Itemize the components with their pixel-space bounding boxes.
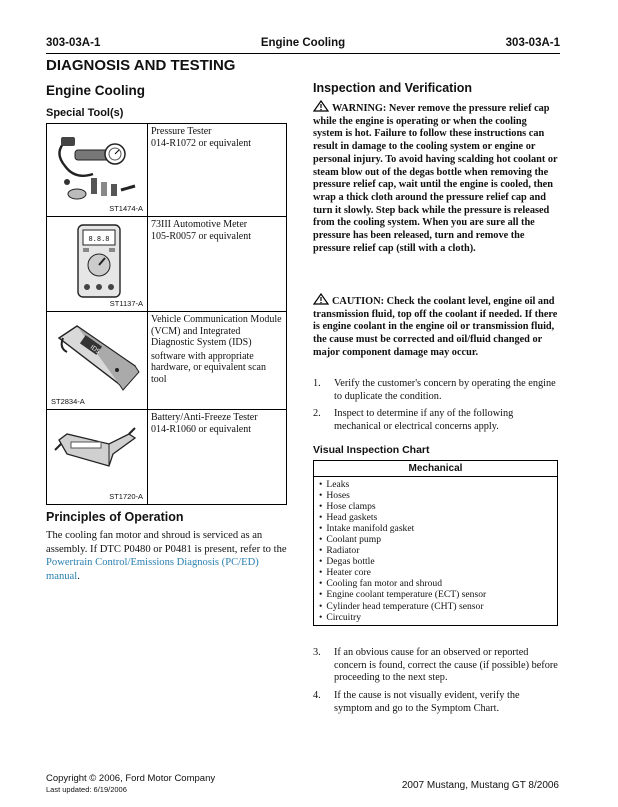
tool-note: software with appropriate hardware, or equivalent scan tool <box>151 350 266 385</box>
tool-code: ST1474-A <box>109 204 143 213</box>
pressure-tester-icon <box>47 124 147 216</box>
chart-item: • Hose clamps <box>319 501 553 512</box>
vcm-module-icon <box>47 312 147 409</box>
footer-model-info: 2007 Mustang, Mustang GT 8/2006 <box>401 780 559 791</box>
step-text: Inspect to determine if any of the following mechanical or electrical concerns apply. <box>334 408 514 433</box>
tool-name: Pressure Tester <box>151 126 212 137</box>
special-tools-table <box>46 123 287 505</box>
inspection-heading: Inspection and Verification <box>313 81 473 95</box>
step-item <box>313 378 559 403</box>
chart-item: • Cylinder head temperature (CHT) sensor <box>319 601 553 612</box>
step-item <box>313 647 559 685</box>
tool-code: ST1137-A <box>109 299 143 308</box>
tool-description <box>148 217 287 312</box>
header-title: Engine Cooling <box>260 37 346 49</box>
visual-inspection-chart-heading: Visual Inspection Chart <box>313 444 430 456</box>
tool-row <box>47 410 287 505</box>
chart-item: • Heater core <box>319 567 553 578</box>
header-divider <box>46 53 560 54</box>
principles-paragraph <box>46 529 287 583</box>
step-item <box>313 690 559 715</box>
footer-last-updated: Last updated: 6/19/2006 <box>46 785 127 794</box>
tool-description <box>148 124 287 217</box>
step-text: Verify the customer's concern by operating the engine to duplicate the condition. <box>334 378 556 402</box>
tool-row <box>47 312 287 410</box>
chart-item: • Leaks <box>319 479 553 490</box>
warning-text: WARNING: Never remove the pressure relief cap while the engine is operating or when the cooling system is hot. Failure to follow these instructions can result in damage to the cooling system or engine or personal injury. To avoid having scalding hot coolant or steam blow out of the degas bottle when removing the pressure relief cap, wait until the engine is cooled, then wrap a thick cloth around the pressure relief cap and turn it slowly. Step back while the pressure is released from the cooling system. When you are sure all the pressure has been released, turn and remove the pressure relief cap (still with a cloth). <box>313 103 558 254</box>
step-text: If an obvious cause for an observed or reported concern is found, correct the cause (if possible) before proceeding to the next step. <box>334 647 558 684</box>
step-text: If the cause is not visually evident, verify the symptom and go to the Symptom Chart. <box>334 690 520 714</box>
tool-name: 73III Automotive Meter <box>151 219 248 230</box>
steps-list-first <box>313 378 559 439</box>
svg-text:IDS: IDS <box>88 343 102 356</box>
step-number: 3. <box>313 647 321 658</box>
chart-item: • Radiator <box>319 545 553 556</box>
chart-item: • Coolant pump <box>319 534 553 545</box>
chart-item: • Degas bottle <box>319 556 553 567</box>
visual-inspection-chart <box>313 460 558 626</box>
caution-text: CAUTION: Check the coolant level, engine oil and transmission fluid, top off the coolant if needed. If there is engine coolant in the engine oil or transmission fluid, the cause must be corrected and oil/fluid changed or major component damage may occur. <box>313 296 558 358</box>
tool-part-number: 014-R1072 or equivalent <box>151 137 251 149</box>
caution-triangle-icon <box>313 293 329 305</box>
warning-block <box>313 100 559 255</box>
chart-items-cell <box>314 477 558 626</box>
tool-image-cell <box>47 410 148 505</box>
header-section-number-right: 303-03A-1 <box>505 37 560 49</box>
tool-image-cell <box>47 124 148 217</box>
chart-items-list <box>319 479 553 623</box>
principles-text-end: . <box>77 570 80 582</box>
warning-triangle-icon <box>313 100 329 112</box>
principles-text: The cooling fan motor and shroud is serviced as an assembly. If DTC P0480 or P0481 is present, refer to the <box>46 530 287 555</box>
tool-code: ST2834-A <box>51 397 85 406</box>
chart-item: • Cooling fan motor and shroud <box>319 578 553 589</box>
chart-column-header: Mechanical <box>314 461 558 477</box>
tool-row <box>47 124 287 217</box>
antifreeze-tester-icon <box>47 410 147 504</box>
step-number: 4. <box>313 690 321 702</box>
tool-image-cell <box>47 312 148 410</box>
svg-text:8.8.8: 8.8.8 <box>88 235 110 243</box>
principles-heading: Principles of Operation <box>46 510 184 524</box>
engine-cooling-heading: Engine Cooling <box>46 83 145 98</box>
steps-list-second <box>313 647 559 721</box>
tool-name: Vehicle Communication Module (VCM) and Integrated Diagnostic System (IDS) <box>151 314 282 348</box>
multimeter-icon <box>47 217 147 311</box>
step-number: 1. <box>313 378 321 389</box>
tool-name: Battery/Anti-Freeze Tester <box>151 412 258 423</box>
tool-description <box>148 312 287 410</box>
tool-code: ST1720-A <box>109 492 143 501</box>
tool-row <box>47 217 287 312</box>
section-title: DIAGNOSIS AND TESTING <box>46 57 236 74</box>
chart-item: • Circuitry <box>319 612 553 623</box>
page-header <box>46 37 560 51</box>
special-tools-heading: Special Tool(s) <box>46 107 124 119</box>
footer-copyright: Copyright © 2006, Ford Motor Company <box>46 773 216 784</box>
step-number: 2. <box>313 408 321 420</box>
header-section-number-left: 303-03A-1 <box>46 37 101 49</box>
tool-image-cell <box>47 217 148 312</box>
tool-description <box>148 410 287 505</box>
chart-item: • Head gaskets <box>319 512 553 523</box>
tool-part-number: 014-R1060 or equivalent <box>151 423 251 435</box>
chart-item: • Intake manifold gasket <box>319 523 553 534</box>
tool-part-number: 105-R0057 or equivalent <box>151 230 251 242</box>
step-item <box>313 408 559 433</box>
chart-item: • Engine coolant temperature (ECT) sensor <box>319 589 553 600</box>
chart-item: • Hoses <box>319 490 553 501</box>
caution-block <box>313 293 559 360</box>
pced-manual-link[interactable]: Powertrain Control/Emissions Diagnosis (PC/ED) manual <box>46 557 259 582</box>
